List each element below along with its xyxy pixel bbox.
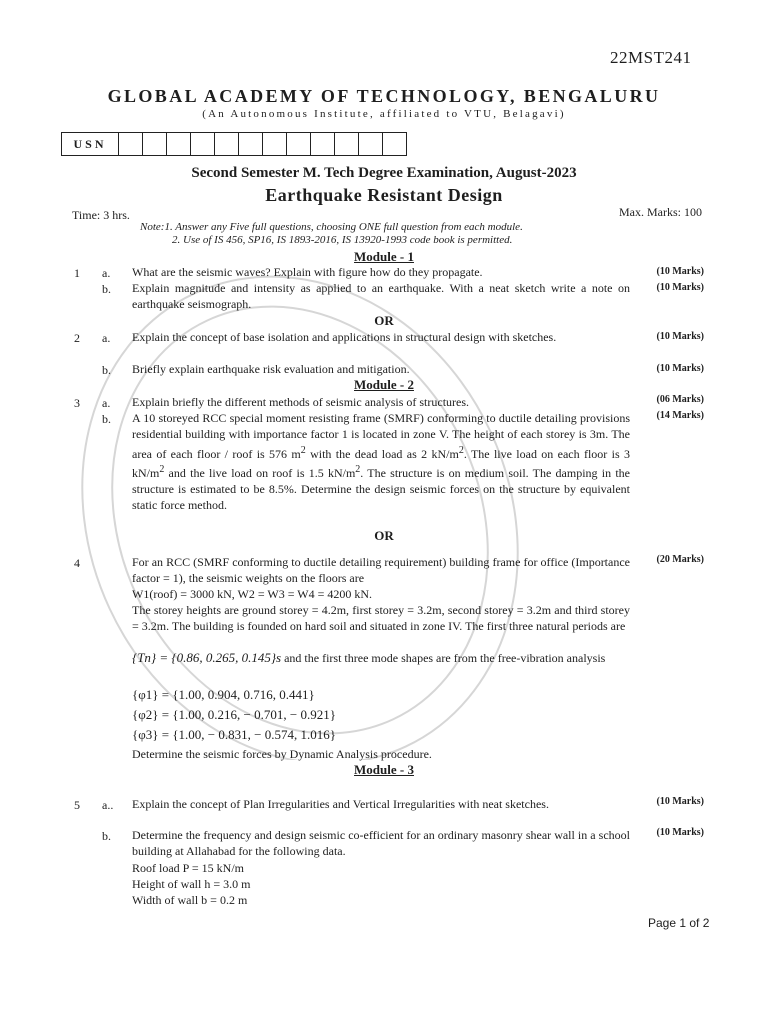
question-text: W1(roof) = 3000 kN, W2 = W3 = W4 = 4200 kN. [132, 587, 373, 601]
marks-label: (10 Marks) [656, 331, 704, 342]
usn-cell [214, 132, 239, 156]
question-number: 1 [74, 266, 80, 280]
institute-name: GLOBAL ACADEMY OF TECHNOLOGY, BENGALURU [107, 86, 661, 106]
course-code: 22MST241 [610, 48, 692, 67]
usn-label: USN [61, 132, 119, 156]
question-text: Determine the seismic forces by Dynamic Analysis procedure. [132, 747, 432, 761]
max-marks: Max. Marks: 100 [619, 205, 702, 219]
marks-label: (10 Marks) [656, 827, 704, 838]
question-text: Determine the frequency and design seismic co-efficient for an ordinary masonry shear wall in a school building at Allahabad for the following data. [132, 828, 630, 859]
usn-cell [310, 132, 335, 156]
module-3-heading: Module - 3 [354, 762, 414, 777]
question-text: Explain magnitude and intensity as applied to an earthquake. With a neat sketch write a note on earthquake seismograph. [132, 281, 630, 312]
usn-cell [190, 132, 215, 156]
question-text: What are the seismic waves? Explain with figure how do they propagate. [132, 265, 483, 279]
usn-cell [238, 132, 263, 156]
question-text: The storey heights are ground storey = 4.2m, first storey = 3.2m, second storey = 3.2m and third storey = 3.2m. The building is founded on hard soil and situated in zone IV. The first three natural periods are [132, 603, 630, 634]
marks-label: (10 Marks) [656, 266, 704, 277]
usn-cell [142, 132, 167, 156]
usn-cell [262, 132, 287, 156]
note-line-2: 2. Use of IS 456, SP16, IS 1893-2016, IS 13920-1993 code book is permitted. [172, 234, 513, 246]
subpart-label: b. [102, 412, 111, 426]
subpart-label: b. [102, 363, 111, 377]
question-number: 4 [74, 556, 80, 570]
data-line: Height of wall h = 3.0 m [132, 877, 251, 891]
usn-box [62, 132, 407, 156]
question-number: 2 [74, 331, 80, 345]
subpart-label: a. [102, 396, 111, 410]
marks-label: (14 Marks) [656, 410, 704, 421]
subpart-label: b. [102, 829, 111, 843]
subpart-label: a.. [102, 798, 114, 812]
usn-cell [334, 132, 359, 156]
usn-cell [118, 132, 143, 156]
marks-label: (10 Marks) [656, 363, 704, 374]
subpart-label: a. [102, 331, 111, 345]
time-allowed: Time: 3 hrs. [72, 208, 130, 222]
mode-shape-3: {φ3} = {1.00, − 0.831, − 0.574, 1.016} [132, 727, 336, 742]
subpart-label: b. [102, 282, 111, 296]
or-separator: OR [374, 313, 394, 328]
subject-title: Earthquake Resistant Design [265, 185, 503, 205]
question-number: 3 [74, 396, 80, 410]
or-separator: OR [374, 528, 394, 543]
question-text: For an RCC (SMRF conforming to ductile detailing requirement) building frame for office (Importance factor = 1), the seismic weights on the floors are [132, 555, 630, 586]
data-line: Width of wall b = 0.2 m [132, 893, 248, 907]
mode-shape-2: {φ2} = {1.00, 0.216, − 0.701, − 0.921} [132, 707, 336, 722]
question-text: Explain the concept of Plan Irregularities and Vertical Irregularities with neat sketches. [132, 797, 549, 811]
module-1-heading: Module - 1 [354, 249, 414, 264]
question-text: Explain the concept of base isolation and applications in structural design with sketches. [132, 330, 557, 344]
marks-label: (10 Marks) [656, 282, 704, 293]
marks-label: (06 Marks) [656, 394, 704, 405]
question-text: A 10 storeyed RCC special moment resisting frame (SMRF) conforming to ductile detailing provisions residential building with importance factor 1 is located in zone V. The height of each storey is 3m. The area of each floor / roof is 576 $m^2$ with the dead load as 2 $kN/m^2$. The live load on each floor is 3 $kN/m^2$ and the live load on roof is 1.5 $kN/m^2$. The structure is on medium soil. The damping in the structure is estimated to be 8.5%. Determine the design seismic forces on the structure by equivalent static force method. [132, 411, 630, 513]
question-text: {Tn} = {0.86, 0.265, 0.145}s and the first three mode shapes are from the free-vibration analysis [132, 650, 606, 665]
marks-label: (20 Marks) [656, 554, 704, 565]
page-number: Page 1 of 2 [648, 916, 710, 930]
usn-cell [358, 132, 383, 156]
marks-label: (10 Marks) [656, 796, 704, 807]
question-text: Explain briefly the different methods of seismic analysis of structures. [132, 395, 470, 409]
subpart-label: a. [102, 266, 111, 280]
mode-shape-1: {φ1} = {1.00, 0.904, 0.716, 0.441} [132, 687, 315, 702]
note-line-1: Note:1. Answer any Five full questions, choosing ONE full question from each module. [140, 221, 523, 233]
exam-title: Second Semester M. Tech Degree Examination, August-2023 [191, 165, 577, 181]
usn-cell [166, 132, 191, 156]
question-text: Briefly explain earthquake risk evaluation and mitigation. [132, 362, 410, 376]
question-number: 5 [74, 798, 80, 812]
usn-cell [382, 132, 407, 156]
autonomy-line: (An Autonomous Institute, affiliated to VTU, Belagavi) [202, 108, 566, 120]
usn-cell [286, 132, 311, 156]
module-2-heading: Module - 2 [354, 377, 414, 392]
data-line: Roof load P = 15 kN/m [132, 861, 244, 875]
